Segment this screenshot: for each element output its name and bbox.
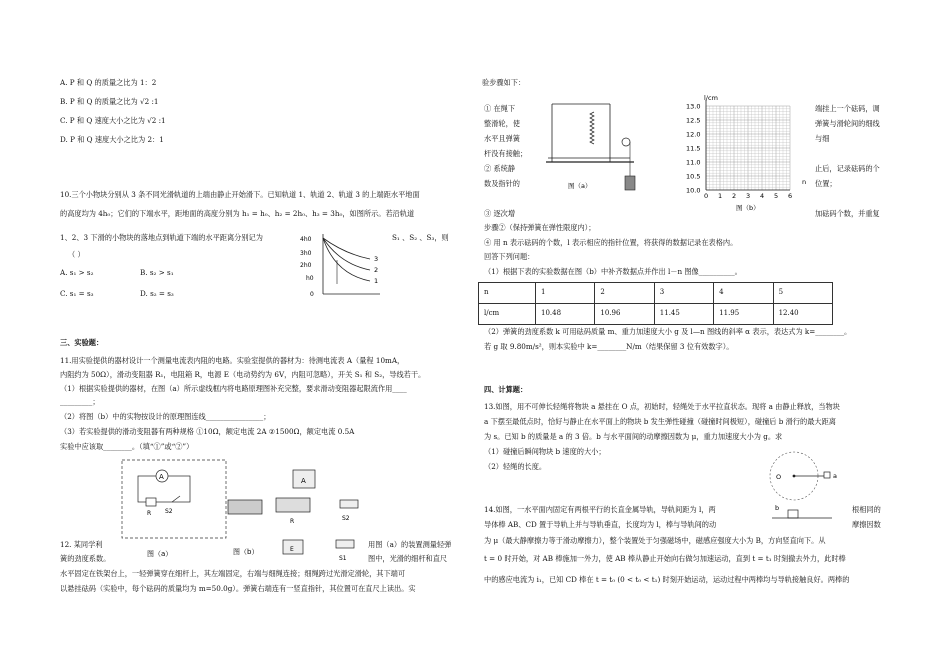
q10-opt-c: C. s₁ = s₃ bbox=[60, 289, 94, 298]
y-tick-label: 10.0 bbox=[686, 186, 701, 195]
pendulum-figure bbox=[772, 458, 852, 528]
r-step-b5: 位置； bbox=[815, 179, 837, 188]
q12-line2: 簧的劲度系数。 bbox=[60, 554, 111, 563]
weight-stack bbox=[625, 176, 635, 190]
track-3 bbox=[323, 238, 370, 259]
resistor-symbol bbox=[146, 498, 156, 506]
fig-b-caption: 图（b） bbox=[233, 548, 259, 556]
x-tick-label: 2 bbox=[732, 192, 737, 200]
r-step-a6: 数及指针的 bbox=[484, 179, 520, 188]
r-step3b: 步骤②（保持弹簧在弹性限度内）； bbox=[484, 223, 596, 232]
q13-line4: （1）碰撞后瞬间物块 b 速度的大小； bbox=[484, 447, 606, 456]
x-tick-label: 3 bbox=[746, 192, 751, 200]
table-cell: 5 bbox=[773, 283, 832, 304]
table-cell: 10.96 bbox=[595, 304, 654, 325]
x-tick-label: 0 bbox=[704, 192, 709, 200]
table-cell: 11.45 bbox=[654, 304, 713, 325]
q10-track-figure bbox=[300, 232, 390, 302]
q10-opt-a: A. s₁ > s₂ bbox=[60, 268, 94, 277]
fig-b-battery-label: E bbox=[290, 546, 294, 553]
spring-apparatus-figure bbox=[538, 100, 638, 192]
fig-a-caption: 图（a） bbox=[147, 550, 173, 558]
fig-b-ammeter-label: A bbox=[301, 477, 306, 485]
fig-a-ammeter-label: A bbox=[159, 473, 164, 481]
fig-a-right-caption: 图（a） bbox=[568, 182, 592, 190]
y-label-3h0: 3h0 bbox=[300, 250, 312, 257]
r-step-b4: 止后，记录砝码的个 bbox=[815, 164, 880, 173]
option-c: C. P 和 Q 速度大小之比为 √2 :1 bbox=[60, 116, 166, 125]
y-tick-label: 12.0 bbox=[686, 130, 701, 139]
rheostat bbox=[228, 500, 262, 514]
r-q2a: （2）弹簧的劲度系数 k 可用砝码质量 m、重力加速度大小 g 及 l—n 图线的斜率 α 表示，表达式为 k=________。 bbox=[484, 327, 852, 336]
q11-line2: 内阻约为 50Ω），滑动变阻器 R₁，电阻箱 R，电源 E（电动势约为 6V，内阻可忽略），开关 S₁ 和 S₂，导线若干。 bbox=[60, 370, 426, 379]
fig-a-switch-label: S2 bbox=[165, 508, 173, 515]
resistance-box bbox=[276, 498, 310, 512]
track-label-1: 1 bbox=[374, 277, 379, 285]
y-label-2h0: 2h0 bbox=[300, 262, 312, 269]
r-step-a5: ② 系统静 bbox=[484, 164, 516, 173]
switch-symbol bbox=[172, 496, 180, 502]
q10-line3: 1、2、3 下滑的小物块的落地点到轨道下端的水平距离分别记为 bbox=[60, 233, 263, 242]
q14-line2: 导体棒 AB、CD 置于导轨上并与导轨垂直，长度均为 l，棒与导轨间的动 bbox=[484, 520, 717, 529]
y-tick-label: 10.5 bbox=[686, 172, 701, 181]
q13-line1: 13.如图，用不可伸长轻绳将物块 a 悬挂在 O 点，初始时，轻绳处于水平拉直状态。现将 a 由静止释放，当物块 bbox=[484, 402, 840, 411]
r-q1: （1）根据下表的实验数据在图（b）中补齐数据点并作出 l－n 图像__________。 bbox=[484, 267, 742, 276]
table-cell: 2 bbox=[595, 283, 654, 304]
table-cell: l/cm bbox=[479, 304, 536, 325]
q14-line2r: 摩擦因数 bbox=[852, 520, 881, 529]
table-row bbox=[479, 304, 833, 325]
x-tick-label: 6 bbox=[788, 192, 793, 200]
table-cell: 10.48 bbox=[536, 304, 595, 325]
y-tick-label: 11.0 bbox=[686, 158, 701, 167]
r-step-b1: 端挂上一个砝码，调 bbox=[815, 104, 880, 113]
r-steps-head: 验步骤如下： bbox=[482, 78, 526, 87]
option-d: D. P 和 Q 速度大小之比为 2：1 bbox=[60, 135, 164, 144]
track-1 bbox=[323, 238, 370, 281]
fig-b-switch2-label: S2 bbox=[342, 515, 350, 522]
block-b bbox=[788, 510, 798, 518]
q10-line1: 10.三个小物块分别从 3 条不同光滑轨道的上端由静止开始滑下。已知轨道 1、轨道 2、轨道 3 的上端距水平地面 bbox=[60, 190, 420, 199]
r-step-a4: 杆没有接触； bbox=[484, 149, 528, 158]
r-q2b: 若 g 取 9.80m/s²，则本实验中 k=________N/m（结果保留 3 位有效数字）。 bbox=[484, 342, 734, 351]
q13-line3: 为 s。已知 b 的质量是 a 的 3 倍。b 与水平面间的动摩擦因数为 μ，重力加速度大小为 g。求 bbox=[484, 432, 783, 441]
switch-s1-device bbox=[336, 540, 354, 548]
section-4-title: 四、计算题： bbox=[484, 385, 528, 394]
y-tick-label: 13.0 bbox=[686, 102, 701, 111]
y-tick-label: 11.5 bbox=[686, 144, 701, 153]
block-a bbox=[824, 472, 830, 478]
table-cell: 11.95 bbox=[714, 304, 773, 325]
l-n-chart bbox=[678, 94, 807, 212]
q12-line4: 以悬挂砝码（实验中，每个砝码的质量均为 m=50.0g）。弹簧右端连有一竖直指针，其位置可在直尺上读出。实 bbox=[60, 584, 416, 593]
table-cell: 3 bbox=[654, 283, 713, 304]
y-label-0: 0 bbox=[310, 291, 314, 298]
q11-line6: （3）若实验提供的滑动变阻器有两种规格 ①10Ω，额定电流 2A ②1500Ω，额定电流 0.5A bbox=[60, 427, 355, 436]
q13-line5: （2）轻绳的长度。 bbox=[484, 462, 547, 471]
table-row bbox=[479, 283, 833, 304]
q11-circuit-figure-a bbox=[122, 460, 232, 560]
r-step-a2: 整滑轮，使 bbox=[484, 119, 520, 128]
q12-right2: 图中，光滑的细杆和直尺 bbox=[368, 554, 448, 563]
q11-apparatus-figure-b bbox=[228, 470, 368, 570]
x-axis-label: n bbox=[802, 178, 807, 186]
q14-line1: 14.如图，一水平面内固定有两根平行的长直金属导轨，导轨间距为 l，两 bbox=[484, 505, 716, 514]
q12-line3: 水平固定在铁架台上，一轻弹簧穿在细杆上，其左端固定，右端与细绳连接；细绳跨过光滑定滑轮，其下端可 bbox=[60, 569, 406, 578]
q13-line2: a 下摆至最低点时，恰好与静止在水平面上的物块 b 发生弹性碰撞（碰撞时间极短），碰撞后 b 滑行的最大距离 bbox=[484, 417, 836, 426]
r-step-b6: 加砝码个数，并重复 bbox=[815, 209, 880, 218]
r-answer: 回答下列问题： bbox=[484, 252, 535, 261]
q14-line4: t = 0 时开始，对 AB 棒施加一外力，使 AB 棒从静止开始向右做匀加速运动，直到 t = t₁ 时刻撤去外力，此时棒 bbox=[484, 554, 846, 563]
table-cell: 4 bbox=[714, 283, 773, 304]
q10-opt-b: B. s₂ > s₁ bbox=[140, 268, 174, 277]
y-tick-label: 12.5 bbox=[686, 116, 701, 125]
q10-opt-d: D. s₂ = s₃ bbox=[140, 289, 174, 298]
y-axis-label: l/cm bbox=[704, 94, 718, 102]
q14-line1r: 根相同的 bbox=[852, 505, 881, 514]
r-step-b3: 与细 bbox=[815, 134, 830, 143]
r-step-a3: 水平且弹簧 bbox=[484, 134, 520, 143]
fig-b-resistor-label: R bbox=[290, 518, 295, 525]
x-tick-label: 5 bbox=[774, 192, 779, 200]
q11-line5: （2）将图（b）中的实物按设计的原理图连线________________； bbox=[60, 412, 271, 421]
switch-s2-device bbox=[340, 500, 358, 508]
q14-line3: 为 μ（最大静摩擦力等于滑动摩擦力），整个装置处于匀强磁场中，磁感应强度大小为 B，方向竖直向下。从 bbox=[484, 536, 826, 545]
pivot-label: O bbox=[776, 473, 782, 481]
r-step-a1: ① 在绳下 bbox=[484, 104, 516, 113]
q11-line7: 实验中应该取________。（填“①”或“②”） bbox=[60, 442, 194, 451]
y-label-h0: h0 bbox=[306, 275, 314, 282]
x-tick-label: 4 bbox=[760, 192, 765, 200]
chart-caption: 图（b） bbox=[736, 204, 760, 212]
table-cell: 12.40 bbox=[773, 304, 832, 325]
data-table bbox=[478, 282, 833, 325]
q11-line1: 11.用实验提供的器材设计一个测量电流表内阻的电路。实验室提供的器材为：待测电流表 A（量程 10mA， bbox=[60, 356, 405, 365]
q11-line3: （1）根据实验提供的器材，在图（a）所示虚线框内将电路原理图补充完整，要求滑动变阻器起限流作用____ bbox=[60, 384, 407, 393]
q12-line1: 12. 某同学利 bbox=[60, 540, 103, 549]
option-a: A. P 和 Q 的质量之比为 1：2 bbox=[60, 78, 157, 87]
pulley bbox=[622, 138, 630, 146]
track-label-3: 3 bbox=[374, 255, 379, 263]
table-cell: 1 bbox=[536, 283, 595, 304]
x-tick-label: 1 bbox=[718, 192, 723, 200]
q11-line4: _________； bbox=[60, 397, 100, 406]
y-label-4h0: 4h0 bbox=[300, 236, 312, 243]
r-step3: ③ 逐次增 bbox=[484, 209, 516, 218]
q14-line5: 中的感应电流为 i₁，已知 CD 棒在 t = t₀ (0 < t₀ < t₁) 时刻开始运动，运动过程中两棒均与导轨接触良好。两棒的 bbox=[484, 575, 850, 584]
fig-b-switch1-label: S1 bbox=[339, 555, 347, 562]
spring-coil bbox=[590, 112, 594, 144]
block-b-label: b bbox=[775, 504, 780, 512]
track-label-2: 2 bbox=[374, 266, 379, 274]
block-a-label: a bbox=[833, 472, 837, 480]
q10-line2: 的高度均为 4h₀；它们的下端水平，距地面的高度分别为 h₁ = h₀、h₂ = 2h₀、h₃ = 3h₀，如图所示。若沿轨道 bbox=[60, 209, 415, 218]
q12-right1: 用图（a）的装置测量轻弹 bbox=[368, 540, 452, 549]
section-3-title: 三、实验题： bbox=[60, 338, 104, 347]
q10-line3b: S₁ 、S₂ 、S₃，则 bbox=[392, 233, 449, 242]
q10-blank: （ ） bbox=[68, 250, 85, 259]
r-step4: ④ 用 n 表示砝码的个数，l 表示相应的指针位置，将获得的数据记录在表格内。 bbox=[484, 238, 738, 247]
fig-a-resistor-label: R bbox=[147, 510, 152, 517]
option-b: B. P 和 Q 的质量之比为 √2 :1 bbox=[60, 97, 159, 106]
r-step-b2: 弹簧与滑轮间的细线 bbox=[815, 119, 880, 128]
table-cell: n bbox=[479, 283, 536, 304]
